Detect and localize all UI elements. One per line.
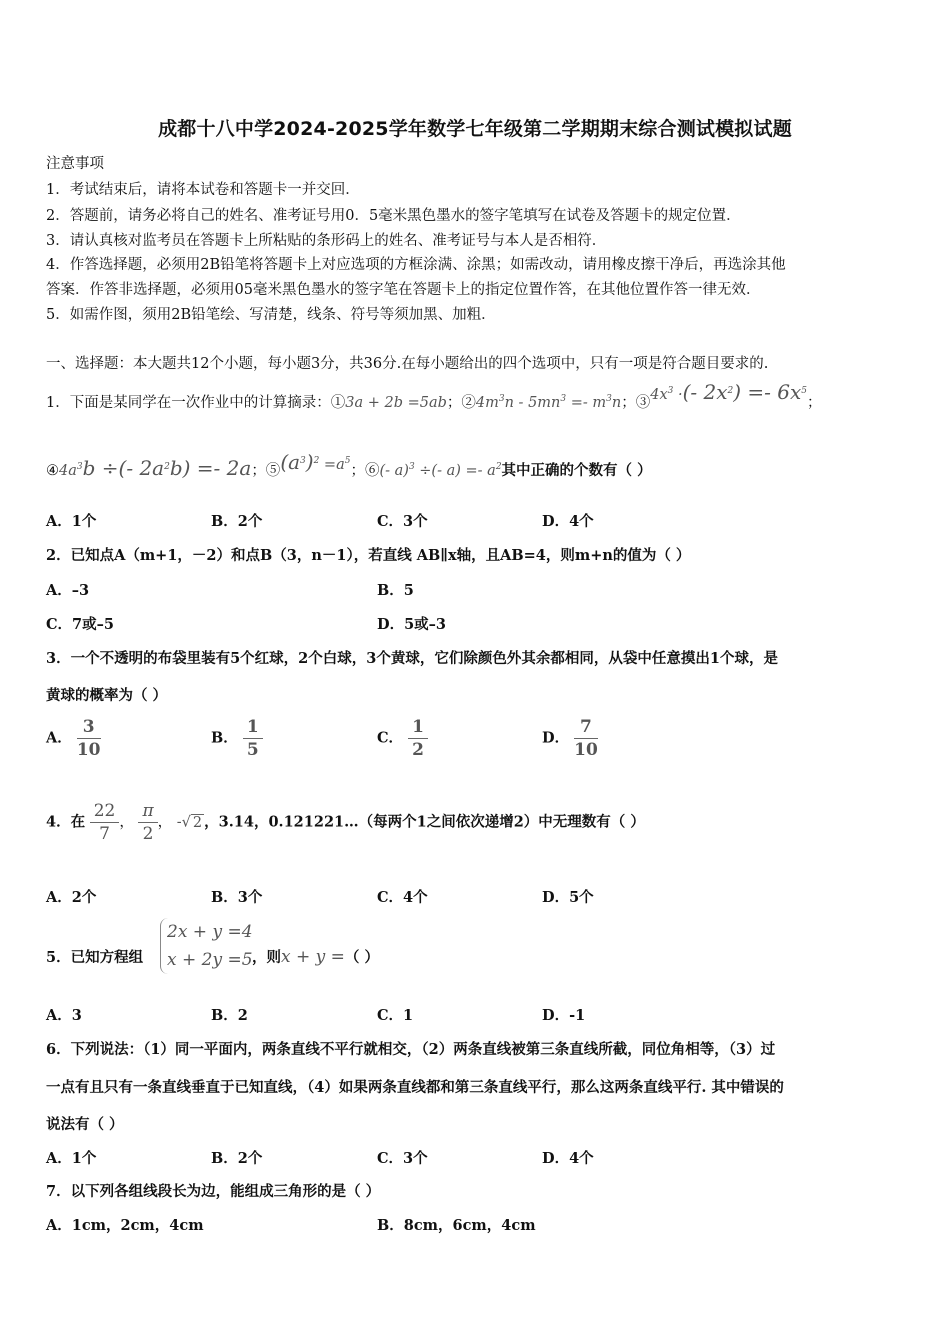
q5-option-d: D．-1 bbox=[542, 1007, 586, 1024]
q1-expr-5c: =a bbox=[319, 457, 345, 473]
q6-option-d: D．4个 bbox=[542, 1150, 594, 1167]
q1-expr-1: 3a + 2b =5ab bbox=[345, 395, 447, 411]
fraction bbox=[574, 716, 598, 761]
q1-option-b: B．2个 bbox=[211, 513, 263, 530]
q1-expr-4b: b ÷(- 2a bbox=[82, 456, 165, 480]
q2-option-d: D．5或–3 bbox=[377, 616, 447, 633]
q1-sup: 3 bbox=[300, 456, 306, 467]
q5-option-b: B．2 bbox=[211, 1007, 248, 1024]
question-6-line-2: 一点有且只有一条直线垂直于已知直线，（4）如果两条直线都和第三条直线平行，那么这两条直线平行. 其中错误的 bbox=[46, 1079, 784, 1096]
q2-option-b: B．5 bbox=[377, 582, 414, 599]
q1-expr-3a: 4x bbox=[650, 387, 668, 403]
question-1-line-1: 1．下面是某同学在一次作业中的计算摘录：①3a + 2b =5ab；$②4m^3n - 5mn^3 =- m^3n$；$③4x^3$ ·(- $2x^2) =- 6x^5$； bbox=[46, 380, 822, 411]
page-title: 成都十八中学2024-2025学年数学七年级第二学期期末综合测试模拟试题 bbox=[158, 118, 792, 140]
question-2: 2．已知点A（m+1，－2）和点B（3，n－1），若直线 AB∥x轴，且AB=4，则m+n的值为（ ） bbox=[46, 547, 691, 564]
q1-sep: ； bbox=[807, 395, 822, 411]
q1-expr-2d: n bbox=[611, 395, 622, 411]
q1-expr-5b: ) bbox=[305, 450, 314, 474]
q6-option-a: A．1个 bbox=[46, 1150, 97, 1167]
q1-sup: 5 bbox=[801, 386, 808, 397]
denominator: 5 bbox=[246, 740, 259, 760]
question-4 bbox=[46, 800, 645, 845]
q1-option-d: D．4个 bbox=[542, 513, 594, 530]
q1-expr-3b: (- 2x bbox=[682, 380, 728, 404]
q1-sup: 2 bbox=[164, 462, 170, 473]
fraction bbox=[243, 716, 263, 761]
q1-expr-2a: 4m bbox=[475, 395, 499, 411]
q1-expr-3c: ) =- 6x bbox=[733, 380, 802, 404]
q4-option-d: D．5个 bbox=[542, 889, 594, 906]
q6-option-c: C．3个 bbox=[377, 1150, 428, 1167]
notice-item: 2．答题前，请务必将自己的姓名、准考证号用0．5毫米黑色墨水的签字笔填写在试卷及答题卡的规定位置． bbox=[46, 208, 741, 224]
numerator: 7 bbox=[574, 716, 598, 739]
fraction bbox=[408, 716, 428, 761]
q4-neg: - bbox=[176, 814, 182, 831]
equation-1: 2x + y =4 bbox=[167, 922, 253, 942]
q3-option-a bbox=[46, 716, 101, 761]
notice-item: 5．如需作图，须用2B铅笔绘、写清楚，线条、符号等须加黑、加粗． bbox=[46, 307, 496, 323]
denominator: 2 bbox=[142, 824, 154, 844]
question-7: 7．以下列各组线段长为边，能组成三角形的是（ ） bbox=[46, 1183, 381, 1200]
question-6-line-3: 说法有（ ） bbox=[46, 1116, 124, 1133]
q1-sup: 3 bbox=[408, 462, 415, 473]
q1-option-c: C．3个 bbox=[377, 513, 428, 530]
q1-suffix: 其中正确的个数有（ ） bbox=[501, 462, 652, 479]
q3-option-label: D． bbox=[542, 729, 570, 747]
q4-option-c: C．4个 bbox=[377, 889, 428, 906]
q1-sup: 2 bbox=[727, 386, 734, 397]
q5-option-c: C．1 bbox=[377, 1007, 414, 1024]
numerator: 22 bbox=[90, 800, 120, 823]
equation-system bbox=[160, 918, 253, 974]
q1-mark-1: ① bbox=[330, 395, 346, 411]
section-heading: 一、选择题：本大题共12个小题，每小题3分，共36分.在每小题给出的四个选项中，只有一项是符合题目要求的. bbox=[46, 356, 769, 372]
notice-heading: 注意事项 bbox=[46, 156, 104, 172]
q1-sup: 3 bbox=[560, 394, 567, 405]
notice-item: 3．请认真核对监考员在答题卡上所粘贴的条形码上的姓名、准考证号与本人是否相符． bbox=[46, 233, 607, 249]
q1-mark-3: ；③ bbox=[621, 395, 651, 411]
q4-prefix: 4．在 bbox=[46, 813, 86, 831]
fraction bbox=[77, 716, 101, 761]
notice-item: 1．考试结束后，请将本试卷和答题卡一并交回． bbox=[46, 182, 360, 198]
denominator: 7 bbox=[99, 824, 110, 844]
q5-suffix: （ ） bbox=[344, 949, 379, 966]
q1-expr-4c: b) =- 2a bbox=[169, 456, 252, 480]
q3-option-label: A． bbox=[46, 729, 72, 747]
q1-expr-4a: 4a bbox=[59, 463, 77, 479]
sqrt-icon: √ bbox=[181, 814, 191, 831]
equation-2: x + 2y =5 bbox=[167, 950, 253, 970]
q1-sup: 3 bbox=[498, 394, 505, 405]
q4-comma: ， bbox=[119, 814, 134, 831]
numerator: 3 bbox=[77, 716, 101, 739]
fraction bbox=[90, 800, 120, 845]
q4-option-b: B．3个 bbox=[211, 889, 263, 906]
q5-option-a: A．3 bbox=[46, 1007, 82, 1024]
numerator: π bbox=[138, 800, 157, 823]
q5-tail bbox=[252, 946, 379, 967]
q1-mark-5: ；⑤ bbox=[251, 463, 281, 479]
q2-option-a: A．–3 bbox=[46, 582, 90, 599]
q5-prefix: 5．已知方程组 bbox=[46, 949, 144, 966]
fraction bbox=[138, 800, 157, 845]
notice-item: 4．作答选择题，必须用2B铅笔将答题卡上对应选项的方框涂满、涂黑；如需改动，请用橡皮擦干净后，再选涂其他 bbox=[46, 257, 786, 273]
q1-sup: 2 bbox=[313, 456, 320, 467]
q1-expr-2c: =- m bbox=[566, 395, 607, 411]
q1-sup: 3 bbox=[667, 386, 674, 397]
q1-expr-6a: (- a) bbox=[379, 463, 409, 479]
q3-option-label: C． bbox=[377, 729, 404, 747]
q5-expr: x + y = bbox=[281, 947, 345, 967]
denominator: 10 bbox=[76, 740, 101, 760]
q1-expr-6b: ÷(- a) =- a bbox=[414, 463, 496, 479]
question-3-line-1: 3．一个不透明的布袋里装有5个红球，2个白球，3个黄球，它们除颜色外其余都相同，从袋中任意摸出1个球，是 bbox=[46, 650, 778, 667]
q4-comma: ， bbox=[157, 814, 173, 831]
notice-item: 答案．作答非选择题，必须用05毫米黑色墨水的签字笔在答题卡上的指定位置作答，在其他位置作答一律无效． bbox=[46, 282, 761, 298]
q1-sup: 5 bbox=[344, 456, 351, 467]
q3-option-c bbox=[377, 716, 428, 761]
q1-prefix: 1．下面是某同学在一次作业中的计算摘录： bbox=[46, 395, 331, 411]
q6-option-b: B．2个 bbox=[211, 1150, 263, 1167]
question-6-line-1: 6．下列说法：（1）同一平面内，两条直线不平行就相交，（2）两条直线被第三条直线所截，同位角相等，（3）过 bbox=[46, 1041, 776, 1058]
question-1-line-2 bbox=[46, 450, 652, 480]
q4-sqrt-value: 2 bbox=[192, 814, 203, 831]
q4-option-a: A．2个 bbox=[46, 889, 97, 906]
q7-option-a: A．1cm，2cm，4cm bbox=[46, 1217, 204, 1234]
question-3-line-2: 黄球的概率为（ ） bbox=[46, 687, 168, 704]
denominator: 2 bbox=[412, 740, 424, 760]
q2-option-c: C．7或–5 bbox=[46, 616, 114, 633]
q1-sup: 2 bbox=[495, 462, 502, 473]
q3-option-d bbox=[542, 716, 598, 761]
q1-option-a: A．1个 bbox=[46, 513, 97, 530]
q3-option-label: B． bbox=[211, 729, 238, 747]
numerator: 1 bbox=[408, 716, 428, 739]
denominator: 10 bbox=[574, 740, 598, 760]
q4-suffix: ，3.14，0.121221…（每两个1之间依次递增2）中无理数有（ ） bbox=[204, 813, 645, 831]
q1-sup: 3 bbox=[76, 462, 83, 473]
q1-mark-2: ；② bbox=[446, 395, 476, 411]
q1-sup: 3 bbox=[606, 394, 612, 405]
q1-expr-2b: n - 5mn bbox=[504, 395, 561, 411]
q5-mid: ，则 bbox=[252, 949, 281, 966]
numerator: 1 bbox=[243, 716, 263, 739]
q7-option-b: B．8cm，6cm，4cm bbox=[377, 1217, 536, 1234]
q1-mark-4: ④ bbox=[46, 463, 59, 479]
q3-option-b bbox=[211, 716, 263, 761]
q1-mark-6: ；⑥ bbox=[350, 463, 380, 479]
q1-expr-5a: (a bbox=[280, 450, 301, 474]
